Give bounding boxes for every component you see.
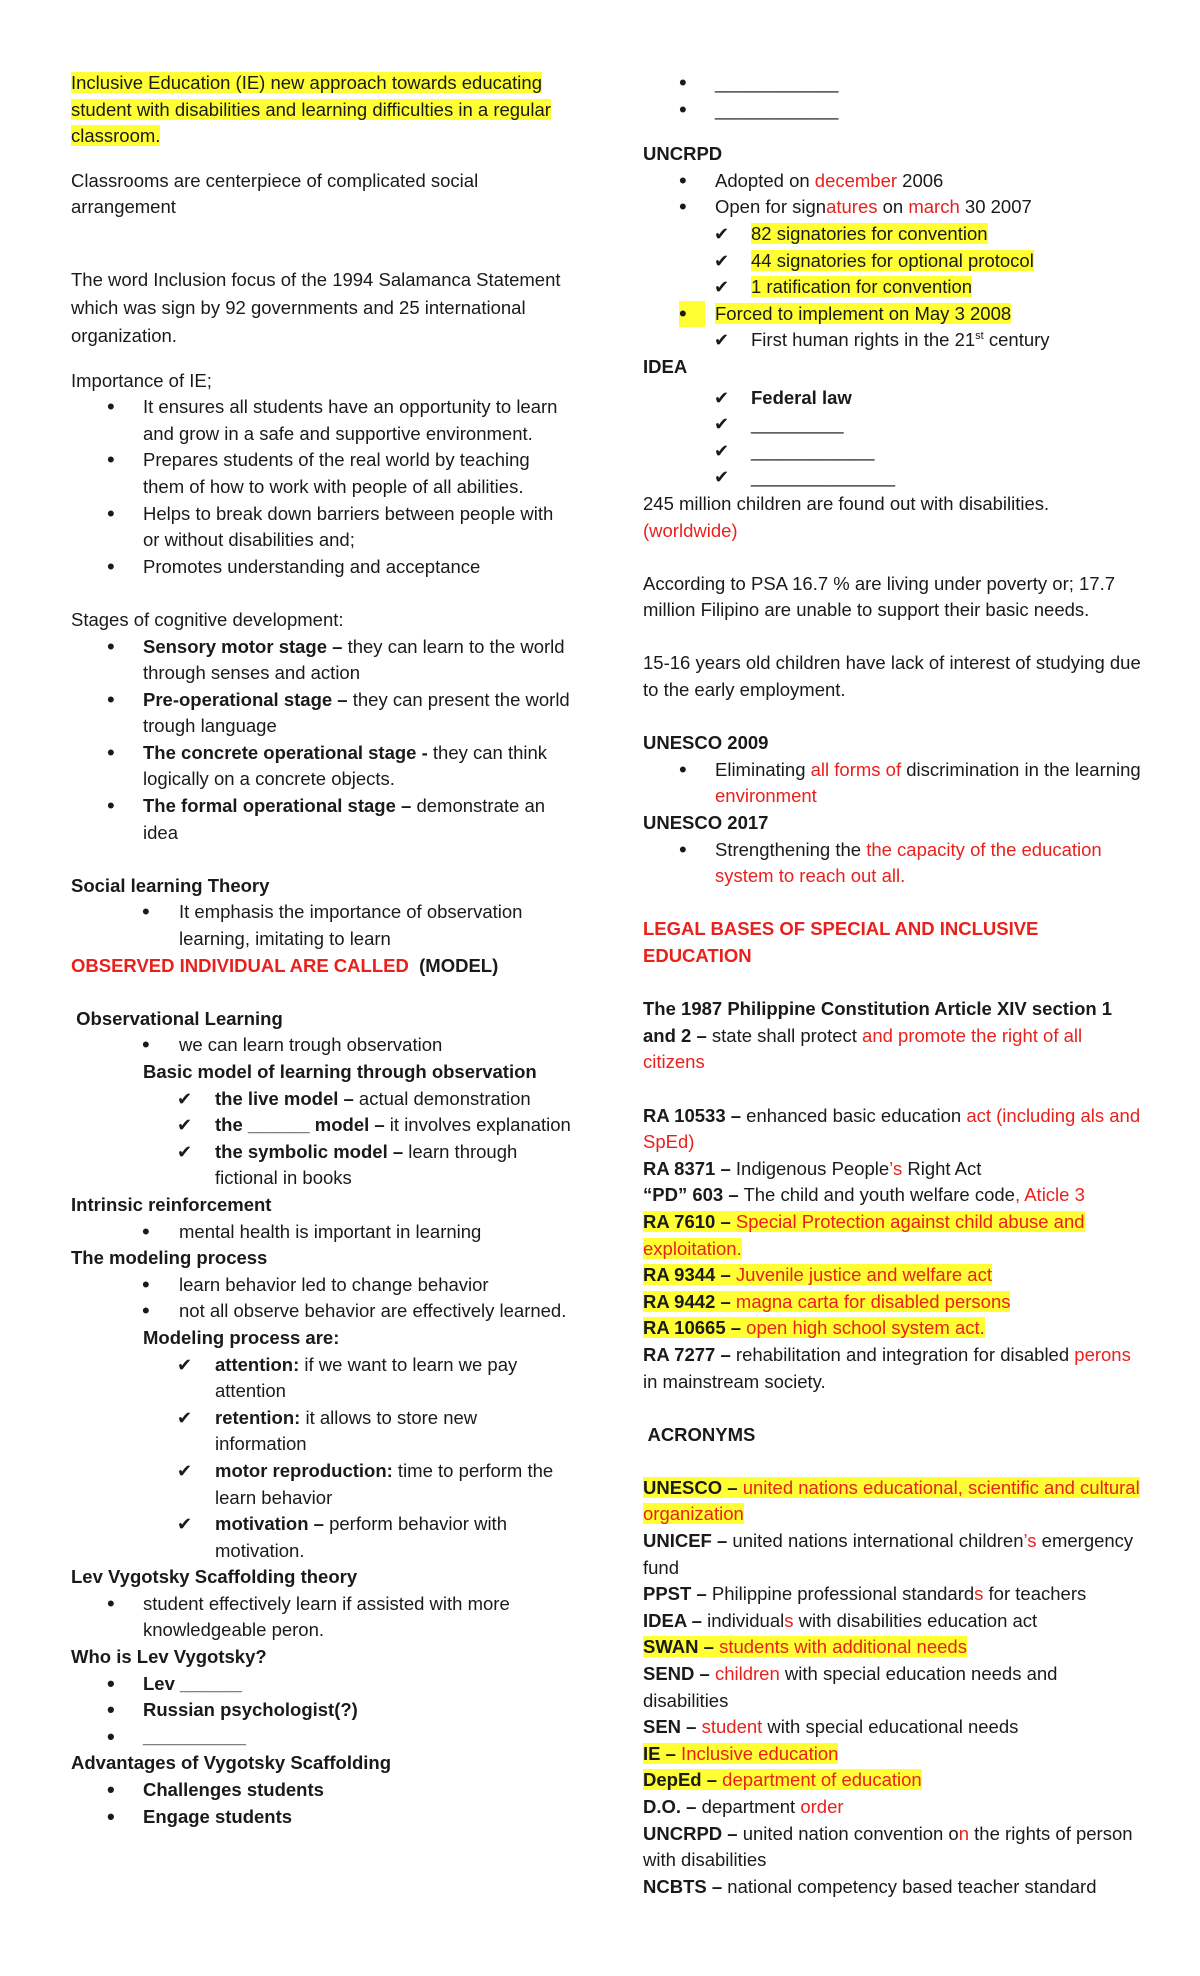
- lev-list: [71, 1591, 571, 1644]
- checkmark-icon: ✔: [714, 414, 730, 435]
- years-paragraph: 15-16 years old children have lack of interest of studying due to the early employment.: [643, 652, 1141, 701]
- list-item: • we can learn trough observation: [142, 1032, 443, 1058]
- left-column: [71, 70, 571, 1830]
- ra-10665-line: RA 10665 – open high school system act.: [643, 1317, 985, 1339]
- idea-heading: IDEA: [643, 355, 688, 377]
- process-list: [71, 1352, 571, 1565]
- list-item: • The concrete operational stage - they can think logically on a concrete objects.: [107, 739, 548, 790]
- list-item: ✔ the live model – actual demonstration: [71, 1086, 571, 1113]
- checkmark-icon: ✔: [177, 1141, 193, 1162]
- intrinsic-list: [71, 1219, 571, 1246]
- list-item: • student effectively learn if assisted with more knowledgeable peron.: [107, 1590, 510, 1641]
- bullet-icon: •: [679, 167, 687, 193]
- checkmark-icon: ✔: [177, 1514, 193, 1535]
- list-item: ✔ _________: [643, 411, 1143, 438]
- bullet-icon: •: [679, 194, 687, 220]
- children-245-paragraph: 245 million children are found out with disabilities. (worldwide): [643, 492, 1050, 541]
- list-item: ✔ ____________: [643, 438, 1143, 465]
- observational-learning-heading: Observational Learning: [71, 1007, 283, 1029]
- observational-list: [71, 1032, 571, 1059]
- bullet-icon: •: [107, 1697, 115, 1723]
- unesco-acronym: UNESCO – united nations educational, scientific and cultural organization: [643, 1476, 1140, 1525]
- checkmark-icon: ✔: [714, 387, 730, 408]
- checkmark-icon: ✔: [714, 223, 730, 244]
- list-item: • It ensures all students have an opportunity to learn and grow in a safe and supportive environment.: [107, 394, 558, 444]
- uncrpd-list: [643, 168, 1143, 354]
- importance-list: [71, 394, 571, 580]
- bullet-icon: •: [142, 899, 150, 925]
- list-item: • Challenges students: [107, 1777, 324, 1803]
- bullet-icon: •: [107, 500, 115, 526]
- bullet-icon: •: [142, 1032, 150, 1058]
- basic-model-heading: Basic model of learning through observation: [143, 1061, 537, 1082]
- do-acronym: D.O. – department order: [643, 1796, 844, 1817]
- checkmark-icon: ✔: [714, 467, 730, 488]
- list-item: • Russian psychologist(?): [107, 1697, 358, 1723]
- checkmark-icon: ✔: [177, 1407, 193, 1428]
- ppst-acronym: PPST – Philippine professional standards for teachers: [643, 1583, 1087, 1605]
- list-item: ✔ 44 signatories for optional protocol: [643, 248, 1143, 275]
- bullet-icon: •: [107, 1670, 115, 1696]
- classrooms-paragraph: Classrooms are centerpiece of complicated social arrangement: [71, 169, 479, 218]
- idea-acronym: IDEA – individuals with disabilities education act: [643, 1609, 1038, 1631]
- bullet-icon: •: [679, 301, 705, 327]
- observed-line: OBSERVED INDIVIDUAL ARE CALLED (MODEL): [71, 954, 499, 976]
- bullet-icon: •: [107, 1803, 115, 1829]
- uncrpd-heading: UNCRPD: [643, 143, 723, 165]
- list-item: • Eliminating all forms of discrimination in the learning environment: [679, 756, 1141, 807]
- models-list: [71, 1086, 571, 1192]
- bullet-icon: •: [107, 739, 115, 765]
- list-item: • ____________: [679, 96, 839, 122]
- list-item: ✔ ______________: [643, 464, 1143, 491]
- list-item: ✔ the symbolic model – learn through fictional in books: [177, 1140, 518, 1189]
- legal-bases-heading: LEGAL BASES OF SPECIAL AND INCLUSIVE EDUCATION: [643, 918, 1039, 966]
- list-item: ✔ motor reproduction: time to perform the learn behavior: [177, 1459, 554, 1508]
- intrinsic-heading: Intrinsic reinforcement: [71, 1193, 272, 1215]
- who-list: [71, 1671, 571, 1751]
- bullet-icon: •: [107, 1777, 115, 1803]
- list-item: ✔ motivation – perform behavior with motivation.: [177, 1513, 507, 1561]
- bullet-icon: •: [107, 394, 115, 420]
- who-heading: Who is Lev Vygotsky?: [71, 1646, 267, 1668]
- unesco-2009-heading: UNESCO 2009: [643, 732, 769, 754]
- psa-paragraph: According to PSA 16.7 % are living under poverty or; 17.7 million Filipino are unable to support their basic needs.: [643, 572, 1116, 621]
- checkmark-icon: ✔: [714, 277, 730, 298]
- modeling-heading: The modeling process: [71, 1247, 268, 1269]
- list-item: • ____________: [679, 70, 839, 95]
- uncrpd-acronym: UNCRPD – united nation convention on the rights of person with disabilities: [643, 1822, 1133, 1871]
- list-item: • mental health is important in learning: [142, 1218, 482, 1244]
- list-item: • Engage students: [107, 1803, 293, 1829]
- list-item: ✔ the ______ model – it involves explanation: [71, 1112, 571, 1139]
- checkmark-icon: ✔: [177, 1354, 193, 1375]
- list-item: • Forced to implement on May 3 2008: [679, 300, 1012, 326]
- right-column: [643, 70, 1143, 1900]
- list-item: ✔ retention: it allows to store new information: [177, 1406, 478, 1455]
- bullet-icon: •: [107, 686, 115, 712]
- salamanca-paragraph: The word Inclusion focus of the 1994 Salamanca Statement which was sign by 92 governments and 25 international organization.: [71, 268, 561, 346]
- advantages-list: [71, 1777, 571, 1830]
- stages-list: [71, 634, 571, 847]
- ra-9442-line: RA 9442 – magna carta for disabled persons: [643, 1290, 1011, 1312]
- list-item: • not all observe behavior are effectively learned.: [142, 1298, 567, 1324]
- pd-603-line: “PD” 603 – The child and youth welfare code, Aticle 3: [643, 1184, 1085, 1206]
- list-item: • __________: [107, 1723, 246, 1749]
- send-acronym: SEND – children with special education needs and disabilities: [643, 1663, 1058, 1711]
- bullet-icon: •: [107, 793, 115, 819]
- list-item: • Lev ______: [107, 1670, 242, 1696]
- list-item: • Sensory motor stage – they can learn to the world through senses and action: [107, 633, 565, 684]
- bullet-icon: •: [142, 1271, 150, 1297]
- idea-list: [643, 385, 1143, 491]
- bullet-icon: •: [142, 1218, 150, 1244]
- list-item: • Helps to break down barriers between people with or without disabilities and;: [107, 500, 554, 551]
- ra-7277-line: RA 7277 – rehabilitation and integration for disabled perons in mainstream society.: [643, 1343, 1131, 1392]
- checkmark-icon: ✔: [714, 440, 730, 461]
- modeling-process-heading: Modeling process are:: [143, 1326, 340, 1348]
- unicef-acronym: UNICEF – united nations international children’s emergency fund: [643, 1530, 1134, 1578]
- checkmark-icon: ✔: [177, 1460, 193, 1481]
- list-item: • Prepares students of the real world by teaching them of how to work with people of all abilities.: [107, 447, 530, 497]
- checkmark-icon: ✔: [177, 1115, 193, 1136]
- list-item: • Open for signatures on march 30 2007: [679, 194, 1032, 220]
- bullet-icon: •: [107, 1590, 115, 1616]
- list-item: ✔ 82 signatories for convention: [643, 221, 1143, 248]
- bullet-icon: •: [679, 756, 687, 782]
- list-item: • Adopted on december 2006: [679, 167, 944, 193]
- importance-heading: Importance of IE;: [71, 369, 212, 391]
- ra-7610-line: RA 7610 – Special Protection against child abuse and exploitation.: [643, 1210, 1085, 1259]
- list-item: ✔ attention: if we want to learn we pay attention: [177, 1353, 518, 1402]
- list-item: ✔ First human rights in the 21st century: [643, 327, 1143, 354]
- bullet-icon: •: [679, 836, 687, 862]
- unesco-2017-heading: UNESCO 2017: [643, 812, 769, 834]
- list-item: ✔ Federal law: [643, 385, 1143, 412]
- ncbts-acronym: NCBTS – national competency based teacher standard: [643, 1875, 1097, 1897]
- lev-heading: Lev Vygotsky Scaffolding theory: [71, 1566, 358, 1588]
- acronyms-heading: ACRONYMS: [643, 1423, 756, 1445]
- bullet-icon: •: [142, 1298, 150, 1324]
- list-item: • Promotes understanding and acceptance: [107, 553, 481, 579]
- bullet-icon: •: [679, 70, 687, 95]
- bullet-icon: •: [107, 633, 115, 659]
- bullet-icon: •: [107, 553, 115, 579]
- modeling-list: [71, 1272, 571, 1325]
- list-item: • learn behavior led to change behavior: [142, 1271, 489, 1297]
- stages-heading: Stages of cognitive development:: [71, 608, 344, 630]
- unesco-2017-list: [643, 837, 1143, 890]
- list-item: • Pre-operational stage – they can present the world trough language: [107, 686, 570, 737]
- swan-acronym: SWAN – students with additional needs: [643, 1636, 967, 1658]
- ra-9344-line: RA 9344 – Juvenile justice and welfare act: [643, 1264, 992, 1286]
- social-learning-heading: Social learning Theory: [71, 874, 270, 896]
- top-blanks-list: [643, 70, 1143, 123]
- bullet-icon: •: [107, 447, 115, 473]
- ra-8371-line: RA 8371 – Indigenous People’s Right Act: [643, 1157, 982, 1179]
- checkmark-icon: ✔: [177, 1088, 193, 1109]
- deped-acronym: DepEd – department of education: [643, 1769, 922, 1791]
- checkmark-icon: ✔: [714, 330, 730, 351]
- advantages-heading: Advantages of Vygotsky Scaffolding: [71, 1752, 392, 1774]
- bullet-icon: •: [679, 96, 687, 122]
- list-item: • It emphasis the importance of observation learning, imitating to learn: [142, 899, 523, 950]
- intro-paragraph: Inclusive Education (IE) new approach towards educating student with disabilities and learning difficulties in a regular classroom.: [71, 72, 551, 147]
- social-list: [71, 899, 571, 952]
- list-item: • The formal operational stage – demonstrate an idea: [107, 793, 546, 843]
- ra-10533-line: RA 10533 – enhanced basic education act (including als and SpEd): [643, 1104, 1141, 1153]
- ie-acronym: IE – Inclusive education: [643, 1742, 839, 1764]
- bullet-icon: •: [107, 1723, 115, 1749]
- list-item: • Strengthening the the capacity of the education system to reach out all.: [679, 836, 1102, 887]
- list-item: ✔ 1 ratification for convention: [643, 274, 1143, 301]
- checkmark-icon: ✔: [714, 250, 730, 271]
- sen-acronym: SEN – student with special educational needs: [643, 1716, 1019, 1738]
- constitution-paragraph: The 1987 Philippine Constitution Article XIV section 1 and 2 – state shall protect and promote the right of all citizens: [643, 998, 1113, 1073]
- unesco-2009-list: [643, 757, 1143, 810]
